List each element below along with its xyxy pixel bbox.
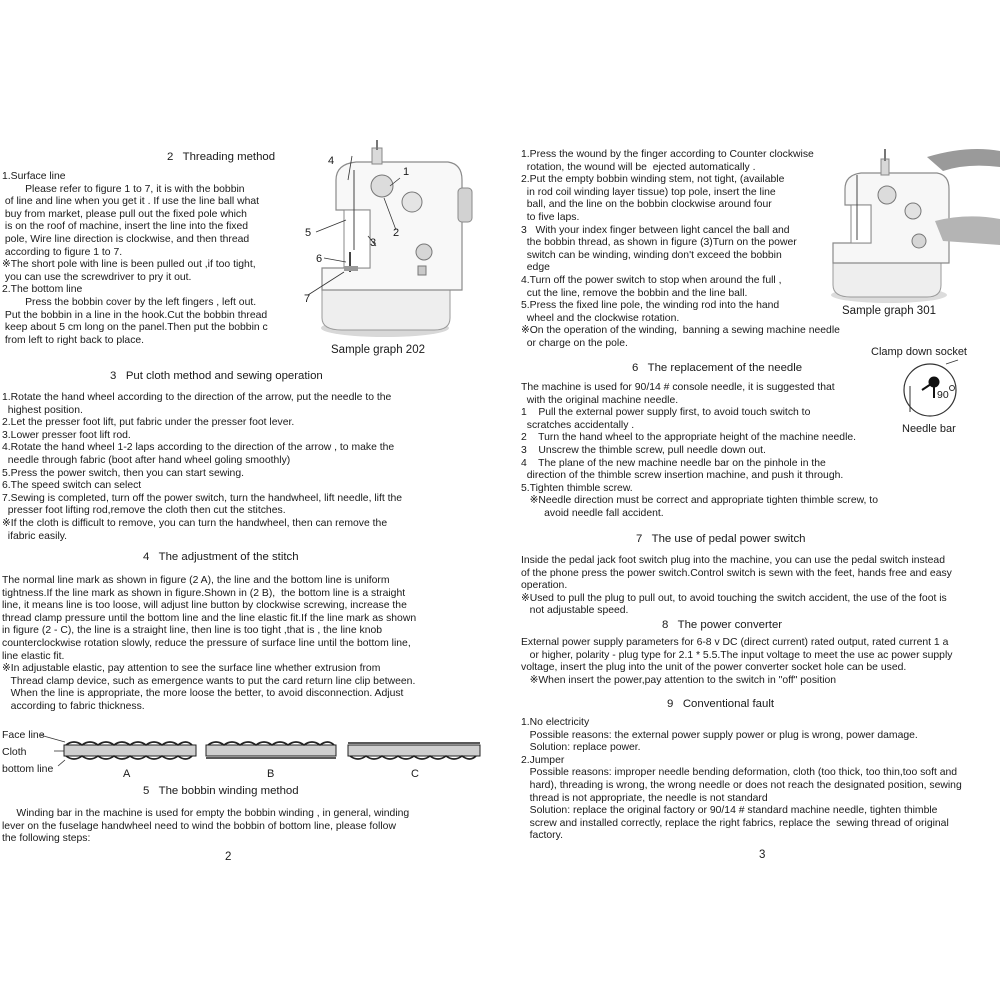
pedal-switch-text: Inside the pedal jack foot switch plug into the machine, you can use the pedal switch instead of the phone press the power switch.Control switch is sewn with the feet, hands free and easy operation. ※Used to pull the plug to pull out, to avoid touching the switch accident, the use of the foot is not adjustable speed. (521, 555, 952, 617)
diagram-label-b: B (267, 768, 275, 780)
figure-label-5: 5 (305, 227, 312, 239)
figure-label-3: 3 (370, 237, 377, 249)
stitch-adjustment-text: The normal line mark as shown in figure (2 A), the line and the bottom line is uniform tightness.If the line mark as shown in figure.Shown in (2 B), the bottom line is a straight line, it means line is too loose, will adjust line button by clockwise screwing, increase the thread clamp pressure until the bottom line and the line elastic fit.If the line mark as shown in figure (2 - C), the line is a straight line, then line is too tight ,that is , the line knob counterclockwise rotation slowly, reduce the pressure of surface line until the bottom line, line elastic fit. ※In adjustable elastic, pay attention to see the surface line whether extrusion from Thread clamp device, such as emergence wants to put the card return line clip between. When the line is appropriate, the more loose the better, to avoid disconnection. Adjust according to fabric thickness. (2, 575, 417, 712)
diagram-label-c: C (411, 768, 419, 780)
winding-photo-figure (827, 145, 1000, 305)
angle-90-label: 90 (937, 389, 949, 401)
power-converter-text: External power supply parameters for 6-8 v DC (direct current) rated output, rated current 1 a or higher, polarity - plug type for 2.1 * 5.5.The input voltage to meet the use ac power supply voltage, insert the plug into the unit of the power converter socket hole can be used. ※When insert the power,pay attention to the switch in "off" position (521, 637, 953, 686)
stitch-adjustment-heading: 4 The adjustment of the stitch (143, 551, 299, 563)
bobbin-winding-text: Winding bar in the machine is used for empty the bobbin winding , in general, winding lever on the fuselage handwheel need to wind the bobbin of bottom line, please follow the following steps: (2, 808, 410, 845)
bottom-line-label: bottom line (2, 763, 54, 775)
figure-label-2: 2 (393, 227, 400, 239)
figure-label-6: 6 (316, 253, 323, 265)
conventional-fault-heading: 9 Conventional fault (667, 698, 775, 710)
cloth-method-heading: 3 Put cloth method and sewing operation (110, 370, 323, 382)
figure-label-1: 1 (403, 166, 410, 178)
threading-method-heading: 2 Threading method (167, 151, 276, 163)
needle-replacement-text: The machine is used for 90/14 # console needle, it is suggested that with the original machine needle. 1 Pull the external power supply first, to avoid touch switch to scratches accidentally . 2 Turn the hand wheel to the appropriate height of the machine needle. 3 Unscrew the thimble screw, pull needle down out. 4 The plane of the new machine needle bar on the pinhole in the direction of the thimble screw insertion machine, and push it through. 5.Tighten thimble screw. ※Needle direction must be correct and appropriate tighten thimble screw, to avoid needle fall accident. (521, 382, 878, 519)
page-number-left: 2 (225, 851, 232, 863)
pedal-switch-heading: 7 The use of pedal power switch (636, 533, 806, 545)
cloth-method-text: 1.Rotate the hand wheel according to the direction of the arrow, put the needle to the highest position. 2.Let the presser foot lift, put fabric under the presser foot lever. 3.Lower presser foot lift rod. 4.Rotate the hand wheel 1-2 laps according to the direction of the arrow , to make the needle through fabric (boot after hand wheel goling smoothly) 5.Press the power switch, then you can start sewing. 6.The speed switch can select 7.Sewing is completed, turn off the power switch, turn the handwheel, lift needle, lift the presser foot lifting rod,remove the cloth then cut the stitches. ※If the cloth is difficult to remove, you can turn the handwheel, then can remove the ifabric easily. (2, 392, 403, 542)
stitch-diagram (40, 728, 490, 768)
diagram-label-a: A (123, 768, 131, 780)
right-page (505, 0, 1000, 1000)
needle-bar-label: Needle bar (902, 423, 956, 435)
sample-graph-301-caption: Sample graph 301 (842, 305, 936, 317)
needle-replacement-heading: 6 The replacement of the needle (632, 362, 803, 374)
face-line-label: Face line (2, 729, 45, 741)
bobbin-winding-heading: 5 The bobbin winding method (143, 785, 299, 797)
figure-label-4: 4 (328, 155, 335, 167)
cloth-label: Cloth (2, 746, 27, 758)
conventional-fault-text: 1.No electricity Possible reasons: the external power supply power or plug is wrong, power damage. Solution: replace power. 2.Jumper Possible reasons: improper needle bending deformation, cloth (too thick, too thin,too soft and hard), threading is wrong, the wrong needle or does not reach the designated position, sewing thread is not appropriate, the needle is not standard Solution: replace the original factory or 90/14 # standard machine needle, tighten thimble screw and installed correctly, replace the right fabrics, replace the sewing thread of original factory. (521, 717, 962, 842)
page-number-right: 3 (759, 849, 766, 861)
figure-label-7: 7 (304, 293, 311, 305)
sewing-machine-figure (300, 140, 480, 340)
sample-graph-202-caption: Sample graph 202 (331, 344, 425, 356)
threading-method-text: 1.Surface line Please refer to figure 1 to 7, it is with the bobbin of line and line when you get it . If use the line ball what buy from market, please pull out the fixed pole which is on the roof of machine, insert the line into the fixed pole, Wire line direction is clockwise, and then thread according to figure 1 to 7. ※The short pole with line is been pulled out ,if too tight, you can use the screwdriver to pry it out. 2.The bottom line Press the bobbin cover by the left fingers , left out. Put the bobbin in a line in the hook.Cut the bobbin thread keep about 5 cm long on the panel.Then put the bobbin c from left to right back to place. (2, 171, 268, 346)
clamp-down-socket-label: Clamp down socket (871, 346, 967, 358)
winding-steps-text: 1.Press the wound by the finger according to Counter clockwise rotation, the wound will be ejected automatically . 2.Put the empty bobbin winding stem, not tight, (available in rod coil winding layer tissue) top pole, insert the line ball, and the line on the bobbin clockwise around four to five laps. 3 With your index finger between light cancel the ball and the bobbin thread, as shown in figure (3)Turn on the power switch can be winding, winding don't exceed the bobbin edge 4.Turn off the power switch to stop when around the full , cut the line, remove the bobbin and the line ball. 5.Press the fixed line pole, the winding rod into the hand wheel and the clockwise rotation. ※On the operation of the winding, banning a sewing machine needle or charge on the pole. (521, 149, 840, 349)
needle-clamp-diagram (900, 358, 970, 428)
power-converter-heading: 8 The power converter (662, 619, 783, 631)
